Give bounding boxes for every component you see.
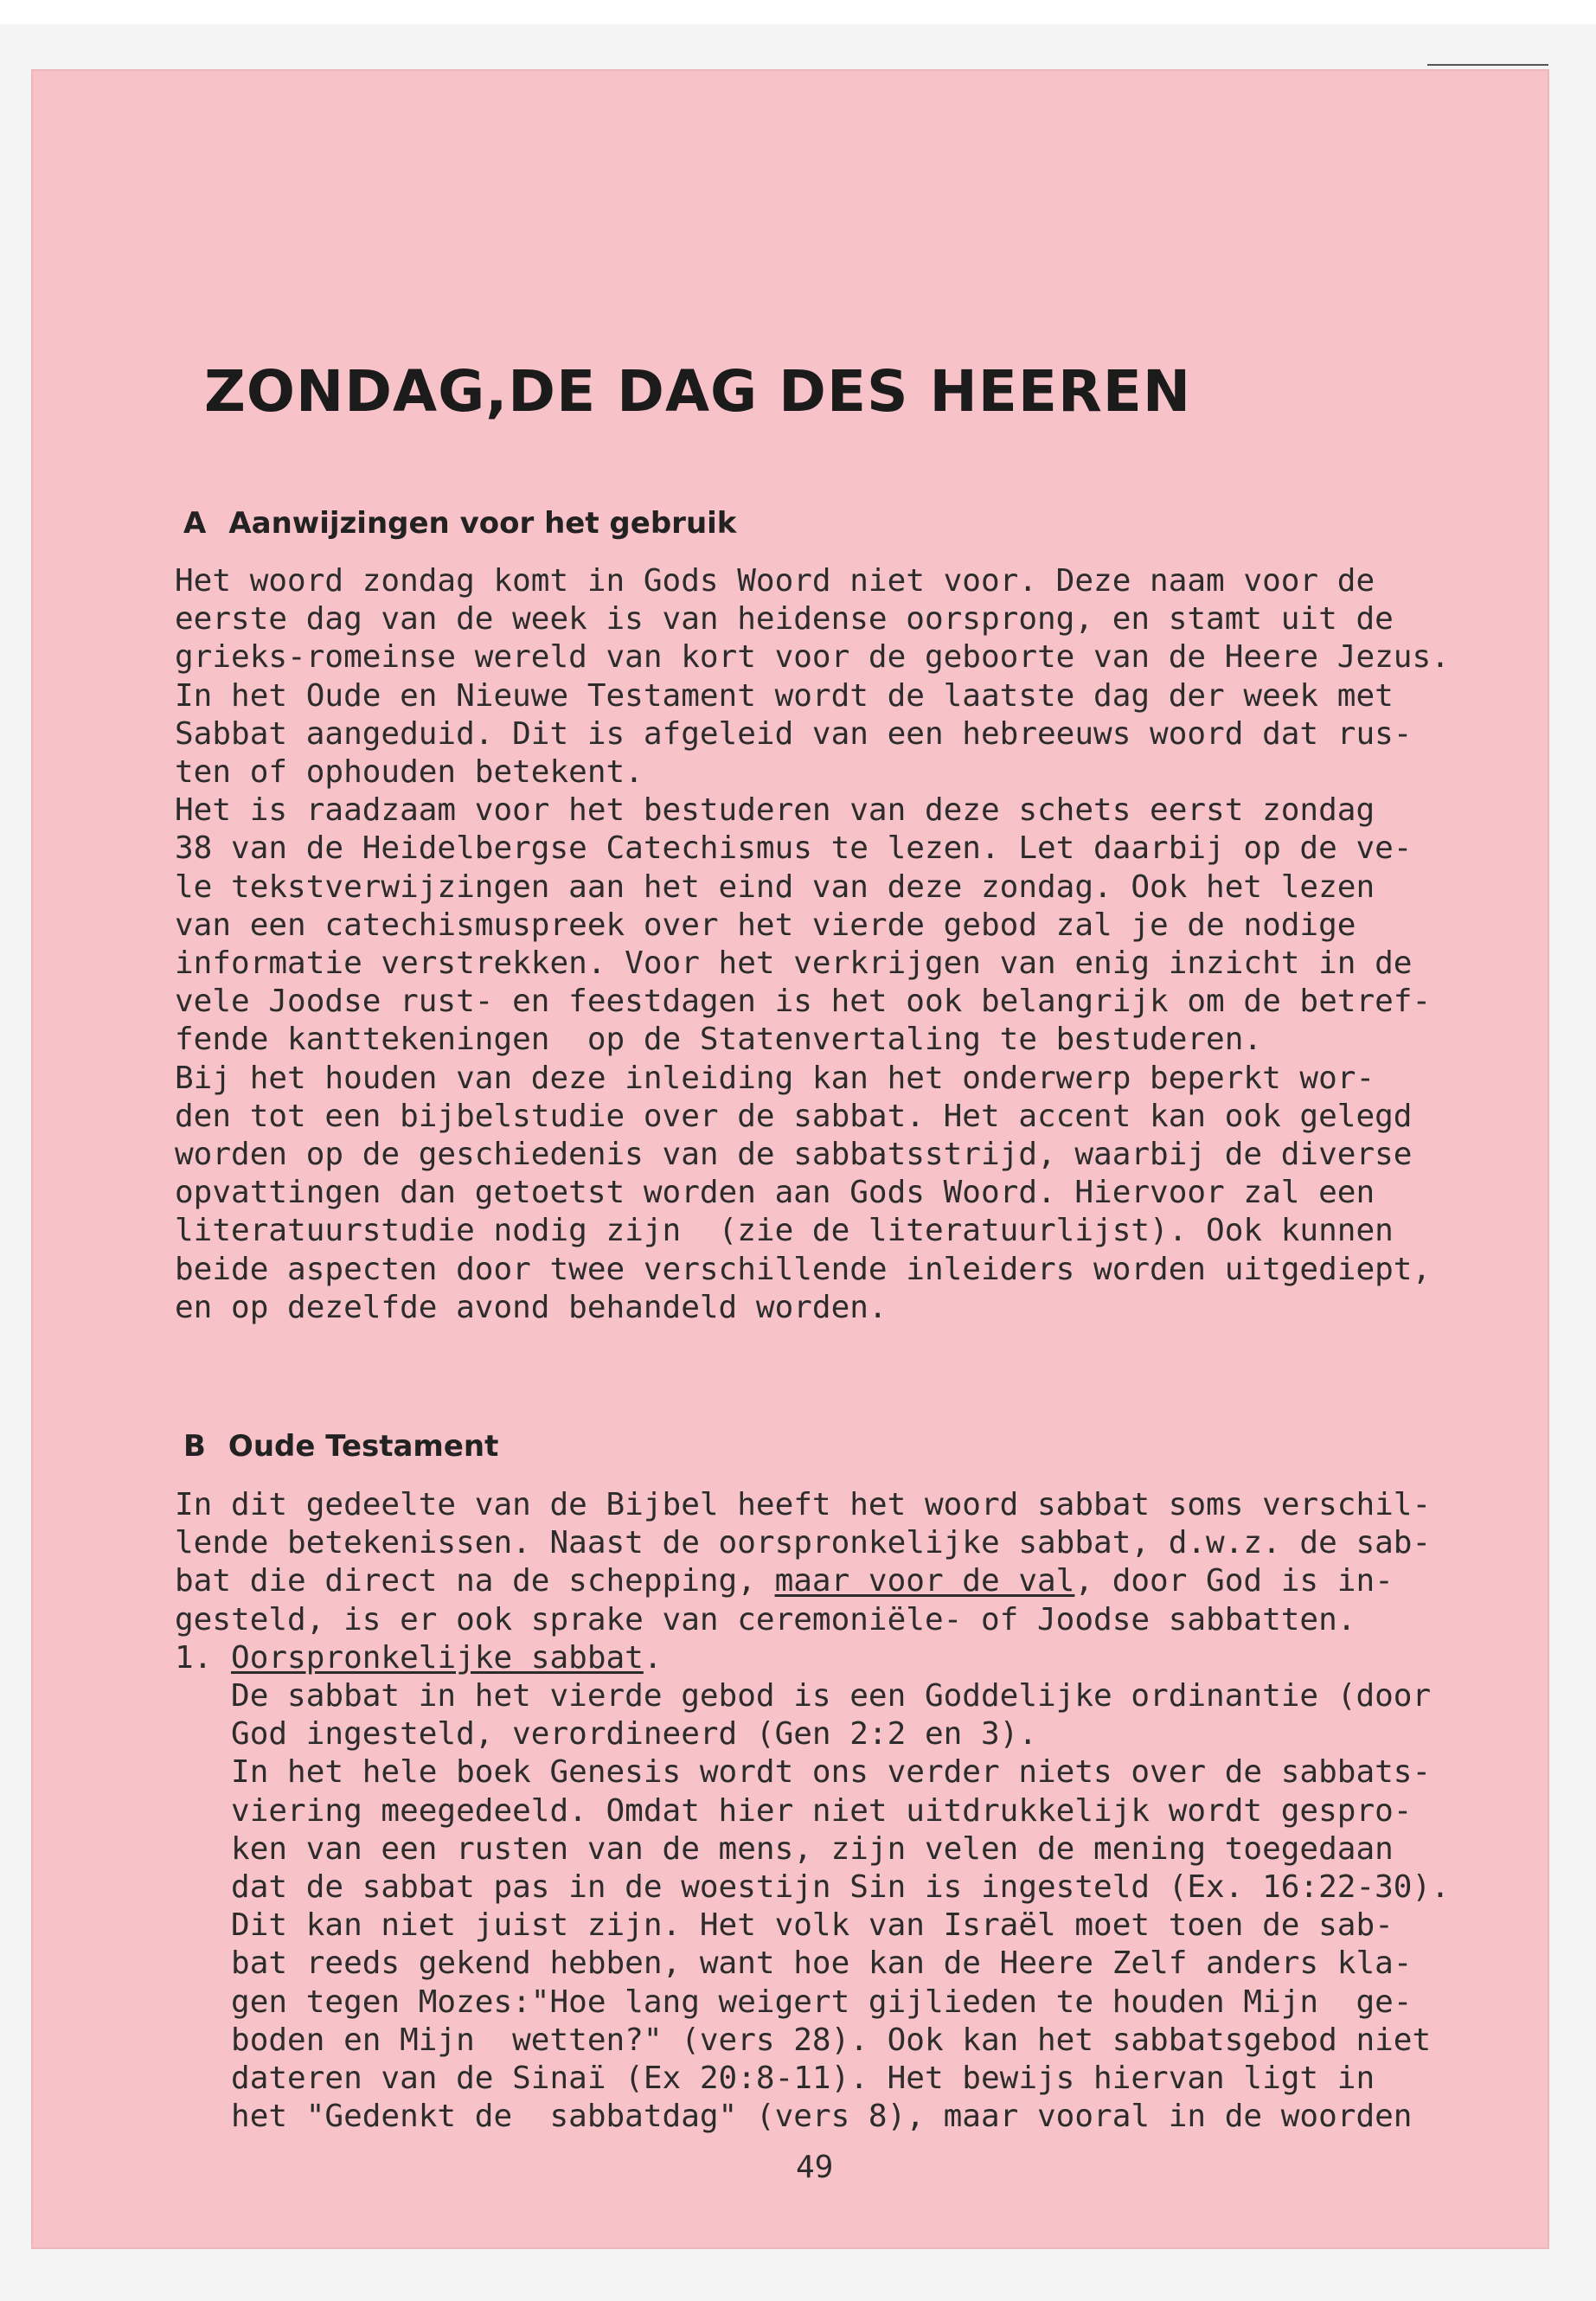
text-line: grieks-romeinse wereld van kort voor de geboorte van de Heere Jezus. xyxy=(175,639,1450,676)
text-line: 38 van de Heidelbergse Catechismus te lezen. Let daarbij op de ve- xyxy=(175,830,1413,867)
text-line: eerste dag van de week is van heidense oorsprong, en stamt uit de xyxy=(175,601,1394,638)
section-b-paragraph xyxy=(175,1486,1524,2136)
text-line: God ingesteld, verordineerd (Gen 2:2 en 3). xyxy=(175,1716,1037,1753)
section-a-heading xyxy=(183,506,736,541)
text-line: dat de sabbat pas in de woestijn Sin is ingesteld (Ex. 16:22-30). xyxy=(175,1869,1450,1906)
text-line: en op dezelfde avond behandeld worden. xyxy=(175,1289,888,1325)
underlined-phrase: maar voor de val xyxy=(774,1563,1075,1599)
text-line: In het hele boek Genesis wordt ons verder niets over de sabbats- xyxy=(175,1754,1432,1791)
section-b-letter: B xyxy=(183,1429,206,1464)
section-a-paragraph xyxy=(175,562,1524,1327)
text-line: lende betekenissen. Naast de oorspronkelijke sabbat, d.w.z. de sab- xyxy=(175,1525,1432,1561)
section-b-title: Oude Testament xyxy=(228,1429,499,1464)
text-line: Dit kan niet juist zijn. Het volk van Israël moet toen de sab- xyxy=(175,1907,1394,1944)
list-number: 1. xyxy=(175,1639,232,1676)
page-number: 49 xyxy=(796,2150,834,2185)
text-line: fende kanttekeningen op de Statenvertaling te bestuderen. xyxy=(175,1022,1263,1058)
text-line: viering meegedeeld. Omdat hier niet uitdrukkelijk wordt gespro- xyxy=(175,1792,1413,1829)
text-line: den tot een bijbelstudie over de sabbat. Het accent kan ook gelegd xyxy=(175,1098,1413,1134)
text-line: van een catechismuspreek over het vierde gebod zal je de nodige xyxy=(175,907,1356,943)
text-line: het "Gedenkt de sabbatdag" (vers 8), maar vooral in de woorden xyxy=(175,2099,1413,2135)
text-line: informatie verstrekken. Voor het verkrijgen van enig inzicht in de xyxy=(175,945,1413,982)
text-line: opvattingen dan getoetst worden aan Gods Woord. Hiervoor zal een xyxy=(175,1175,1375,1211)
section-a-title: Aanwijzingen voor het gebruik xyxy=(228,506,737,541)
text-line-start: bat die direct na de schepping, xyxy=(175,1563,775,1599)
section-a-letter: A xyxy=(183,506,207,541)
text-line: Het woord zondag komt in Gods Woord niet voor. Deze naam voor de xyxy=(175,563,1375,599)
text-line: Het is raadzaam voor het bestuderen van deze schets eerst zondag xyxy=(175,792,1375,829)
text-line: vele Joodse rust- en feestdagen is het ook belangrijk om de betref- xyxy=(175,984,1432,1020)
text-line: Sabbat aangeduid. Dit is afgeleid van een hebreeuws woord dat rus- xyxy=(175,715,1413,752)
text-line: In het Oude en Nieuwe Testament wordt de laatste dag der week met xyxy=(175,677,1394,714)
text-line xyxy=(175,1562,1524,1600)
page-edge-line xyxy=(1427,64,1548,66)
text-line: ten of ophouden betekent. xyxy=(175,754,644,791)
document-title: ZONDAG,DE DAG DES HEEREN xyxy=(204,358,1192,426)
text-line: Bij het houden van deze inleiding kan het onderwerp beperkt wor- xyxy=(175,1060,1375,1096)
section-b-heading xyxy=(183,1429,498,1464)
subheading-line xyxy=(175,1639,1524,1677)
text-line: le tekstverwijzingen aan het eind van deze zondag. Ook het lezen xyxy=(175,868,1375,905)
text-line: dateren van de Sinaï (Ex 20:8-11). Het bewijs hiervan ligt in xyxy=(175,2061,1375,2097)
text-line: bat reeds gekend hebben, want hoe kan de Heere Zelf anders kla- xyxy=(175,1945,1413,1982)
text-line: beide aspecten door twee verschillende inleiders worden uitgediept, xyxy=(175,1251,1432,1287)
text-line: boden en Mijn wetten?" (vers 28). Ook kan het sabbatsgebod niet xyxy=(175,2022,1432,2058)
text-line: literatuurstudie nodig zijn (zie de literatuurlijst). Ook kunnen xyxy=(175,1213,1394,1249)
subheading-oorspronkelijke-sabbat: Oorspronkelijke sabbat xyxy=(231,1639,644,1676)
text-line: ken van een rusten van de mens, zijn velen de mening toegedaan xyxy=(175,1830,1394,1867)
text-line: worden op de geschiedenis van de sabbatsstrijd, waarbij de diverse xyxy=(175,1137,1413,1173)
text-line: De sabbat in het vierde gebod is een Goddelijke ordinantie (door xyxy=(175,1678,1432,1715)
text-line: In dit gedeelte van de Bijbel heeft het woord sabbat soms verschil- xyxy=(175,1487,1432,1522)
subheading-period: . xyxy=(643,1639,663,1676)
text-line: gesteld, is er ook sprake van ceremoniële- of Joodse sabbatten. xyxy=(175,1601,1356,1638)
text-line-end: , door God is in- xyxy=(1074,1563,1394,1599)
text-line: gen tegen Mozes:"Hoe lang weigert gijlieden te houden Mijn ge- xyxy=(175,1984,1413,2020)
